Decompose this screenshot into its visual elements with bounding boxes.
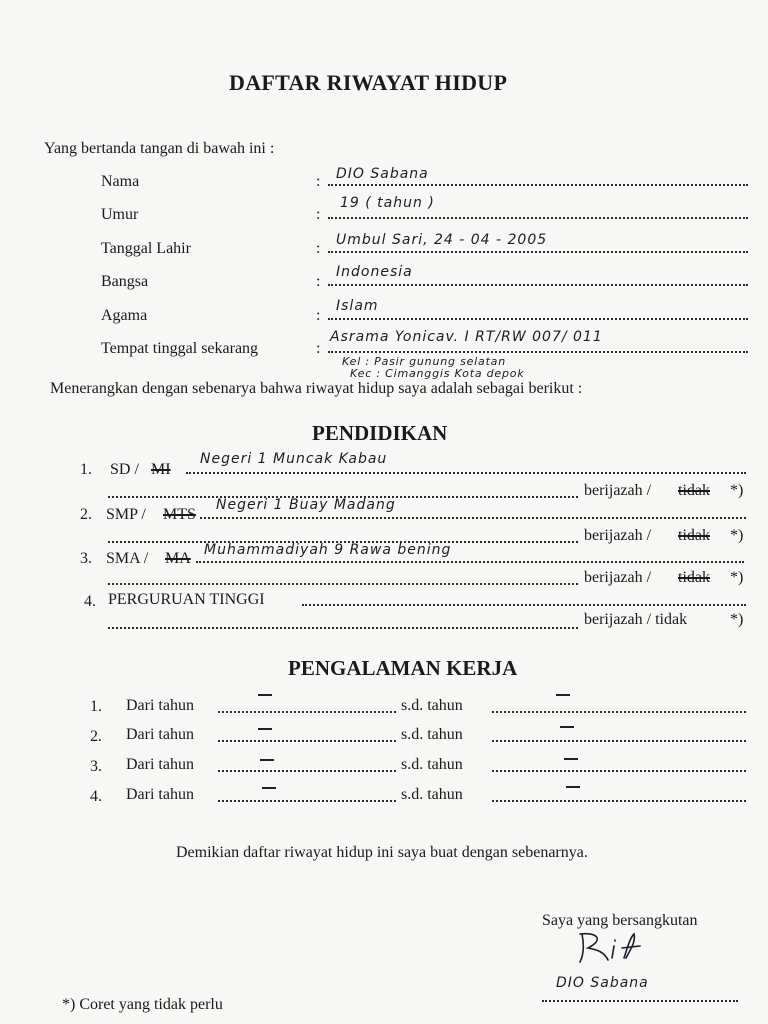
edu-label-sma: SMA /: [106, 550, 149, 567]
edu-berijazah: berijazah /: [584, 569, 652, 586]
field-value-kecamatan: Kec : Cimanggis Kota depok: [350, 367, 525, 380]
field-value-bangsa: Indonesia: [336, 264, 413, 280]
edu-struck-mi: MI: [151, 461, 171, 478]
work-from-label: Dari tahun: [126, 697, 194, 714]
work-number: 3.: [90, 758, 102, 775]
field-value-nama: DIO Sabana: [336, 166, 429, 182]
edu-value-sma: Muhammadiyah 9 Rawa bening: [204, 542, 452, 558]
edu-footnote-mark: *): [730, 569, 744, 586]
field-label-tempat-tinggal: Tempat tinggal sekarang: [101, 340, 259, 357]
nil-mark: [560, 726, 574, 728]
edu-label-sd: SD /: [110, 461, 139, 478]
signature-name: DIO Sabana: [556, 975, 649, 991]
work-number: 4.: [90, 788, 102, 805]
signature-caption: Saya yang bersangkutan: [542, 912, 698, 929]
field-colon: :: [316, 206, 321, 223]
work-line: [218, 740, 396, 742]
work-line: [218, 711, 396, 713]
nil-mark: [258, 694, 272, 696]
work-number: 1.: [90, 698, 102, 715]
edu-footnote-mark: *): [730, 527, 744, 544]
nil-mark: [564, 758, 578, 760]
edu-line: [196, 561, 744, 563]
edu-struck-mts: MTS: [163, 506, 196, 523]
field-value-kelurahan: Kel : Pasir gunung selatan: [342, 355, 506, 368]
work-to-label: s.d. tahun: [401, 697, 463, 714]
field-value-tanggal-lahir: Umbul Sari, 24 - 04 - 2005: [336, 232, 548, 248]
field-line: [328, 217, 748, 219]
field-label-nama: Nama: [101, 173, 140, 190]
edu-footnote-mark: *): [730, 482, 744, 499]
field-label-tanggal-lahir: Tanggal Lahir: [101, 240, 191, 257]
edu-berijazah: berijazah / tidak: [584, 611, 688, 628]
nil-mark: [566, 786, 580, 788]
nil-mark: [556, 694, 570, 696]
work-to-label: s.d. tahun: [401, 786, 463, 803]
intro-text: Yang bertanda tangan di bawah ini :: [44, 140, 275, 157]
edu-number: 2.: [80, 506, 92, 523]
work-to-label: s.d. tahun: [401, 756, 463, 773]
field-value-agama: Islam: [336, 298, 379, 314]
work-to-label: s.d. tahun: [401, 726, 463, 743]
field-line: [328, 251, 748, 253]
field-label-bangsa: Bangsa: [101, 273, 149, 290]
signature-line: [542, 1000, 738, 1002]
field-value-tempat-tinggal: Asrama Yonicav. I RT/RW 007/ 011: [330, 329, 603, 345]
field-line: [328, 284, 748, 286]
work-number: 2.: [90, 728, 102, 745]
work-heading: PENGALAMAN KERJA: [288, 656, 518, 680]
field-colon: :: [316, 307, 321, 324]
edu-berijazah: berijazah /: [584, 527, 652, 544]
field-colon: :: [316, 173, 321, 190]
work-line: [218, 800, 396, 802]
field-line: [328, 318, 748, 320]
edu-number: 3.: [80, 550, 92, 567]
work-line: [492, 770, 746, 772]
edu-tidak-struck: tidak: [678, 482, 710, 499]
work-from-label: Dari tahun: [126, 756, 194, 773]
field-line: [328, 184, 748, 186]
signature-scribble: [574, 928, 664, 968]
field-colon: :: [316, 273, 321, 290]
nil-mark: [262, 787, 276, 789]
edu-line: [200, 517, 746, 519]
statement-text: Menerangkan dengan sebenarya bahwa riwayat hidup saya adalah sebagai berikut :: [50, 380, 583, 397]
field-label-agama: Agama: [101, 307, 148, 324]
footnote-text: *) Coret yang tidak perlu: [62, 996, 223, 1013]
edu-line: [302, 604, 746, 606]
edu-struck-ma: MA: [165, 550, 191, 567]
edu-line: [108, 627, 578, 629]
document-title: DAFTAR RIWAYAT HIDUP: [229, 70, 508, 95]
edu-number: 1.: [80, 461, 92, 478]
field-label-umur: Umur: [101, 206, 139, 223]
work-line: [218, 770, 396, 772]
work-line: [492, 740, 746, 742]
field-value-umur: 19 ( tahun ): [340, 195, 435, 211]
field-colon: :: [316, 240, 321, 257]
nil-mark: [260, 759, 274, 761]
work-line: [492, 711, 746, 713]
edu-label-perguruan-tinggi: PERGURUAN TINGGI: [108, 591, 265, 608]
edu-tidak-struck: tidak: [678, 569, 710, 586]
field-line: [328, 351, 748, 353]
edu-footnote-mark: *): [730, 611, 744, 628]
field-colon: :: [316, 340, 321, 357]
edu-label-smp: SMP /: [106, 506, 146, 523]
nil-mark: [258, 728, 272, 730]
edu-line: [186, 472, 746, 474]
edu-value-smp: Negeri 1 Buay Madang: [216, 497, 396, 513]
closing-text: Demikian daftar riwayat hidup ini saya buat dengan sebenarnya.: [176, 844, 588, 861]
work-from-label: Dari tahun: [126, 786, 194, 803]
education-heading: PENDIDIKAN: [312, 421, 448, 445]
edu-value-sd: Negeri 1 Muncak Kabau: [200, 451, 388, 467]
work-line: [492, 800, 746, 802]
edu-line: [108, 583, 578, 585]
work-from-label: Dari tahun: [126, 726, 194, 743]
edu-berijazah: berijazah /: [584, 482, 652, 499]
edu-number: 4.: [84, 593, 96, 610]
edu-tidak-struck: tidak: [678, 527, 710, 544]
